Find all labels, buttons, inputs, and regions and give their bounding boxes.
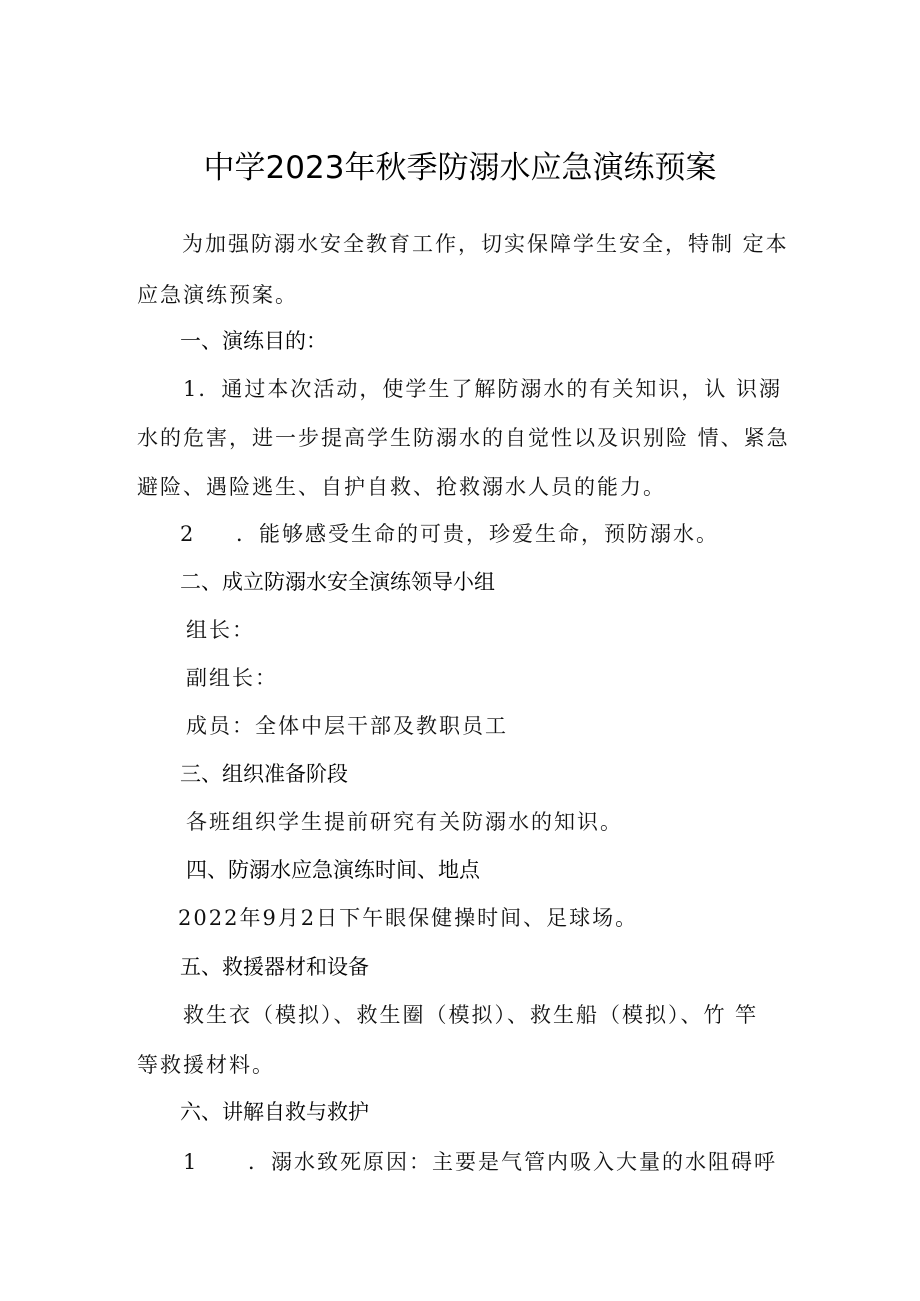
- section-3-heading: 三、组织准备阶段: [180, 762, 348, 786]
- section-1-item-1-line-3: 避险、遇险逃生、自护自救、抢救溺水人员的能力。: [137, 475, 666, 499]
- section-3-text: 各班组织学生提前研究有关防溺水的知识。: [186, 810, 623, 834]
- section-1-item-2-number: 2: [180, 522, 196, 546]
- section-5-heading: 五、救援器材和设备: [180, 955, 369, 979]
- section-2-heading: 二、成立防溺水安全演练领导小组: [180, 570, 495, 594]
- intro-line-2: 应急演练预案。: [137, 283, 298, 307]
- section-6-heading: 六、讲解自救与救护: [180, 1100, 369, 1124]
- section-4-heading: 四、防溺水应急演练时间、地点: [186, 858, 480, 882]
- section-1-heading: 一、演练目的：: [180, 329, 327, 353]
- document-title: 中学2023年秋季防溺水应急演练预案: [203, 150, 717, 186]
- section-6-item-1-text: ．溺水致死原因：主要是气管内吸入大量的水阻碍呼: [248, 1150, 777, 1174]
- section-1-item-2-text: ．能够感受生命的可贵，珍爱生命，预防溺水。: [236, 522, 719, 546]
- section-6-item-1-number: 1: [183, 1150, 199, 1174]
- section-1-item-1-line-1: 1．通过本次活动，使学生了解防溺水的有关知识，认 识溺: [183, 377, 783, 401]
- deputy-leader-line: 副组长：: [186, 666, 278, 690]
- section-1-item-1-line-2: 水的危害，进一步提高学生防溺水的自觉性以及识别险 情、紧急: [137, 426, 790, 450]
- section-5-line-1: 救生衣（模拟）、救生圈（模拟）、救生船（模拟）、竹 竿: [183, 1003, 759, 1027]
- members-line: 成员：全体中层干部及教职员工: [186, 714, 508, 738]
- leader-line: 组长：: [186, 618, 255, 642]
- intro-line-1: 为加强防溺水安全教育工作，切实保障学生安全，特制 定本: [182, 232, 789, 256]
- section-5-line-2: 等救援材料。: [137, 1053, 275, 1077]
- section-4-text: 2022年9月2日下午眼保健操时间、足球场。: [178, 906, 639, 930]
